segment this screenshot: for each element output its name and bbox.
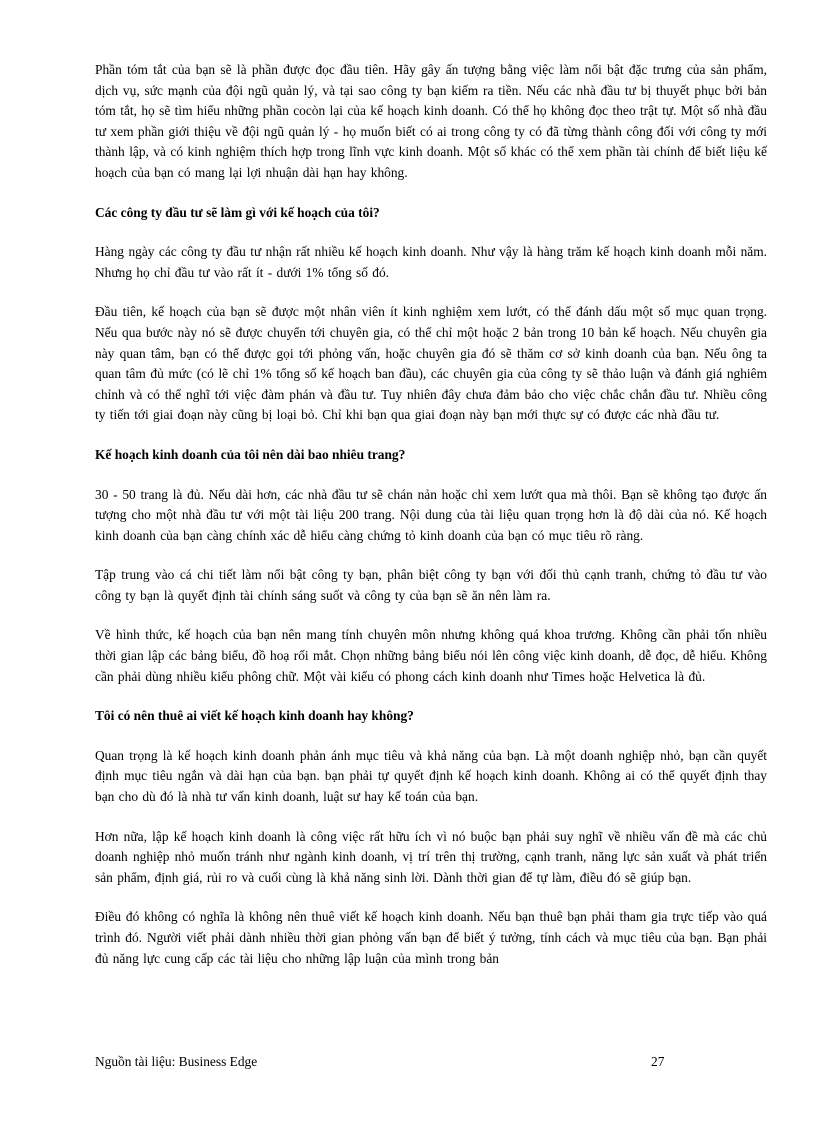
paragraph-page-count: 30 - 50 trang là đủ. Nếu dài hơn, các nhà đầu tư sẽ chán nản hoặc chỉ xem lướt qua mà thôi. Bạn sẽ không tạo được ấn tượng cho một nhà đầu tư với một tài liệu 200 trang. Nội dung của tài liệu quan trọng hơn là độ dài của nó. Kế hoạch kinh doanh của bạn càng chính xác dễ hiểu càng chứng tỏ kinh doanh của bạn có mục tiêu rõ ràng. xyxy=(95,486,767,543)
section-heading-hire-writer: Tôi có nên thuê ai viết kế hoạch kinh doanh hay không? xyxy=(95,708,414,724)
page-number: 27 xyxy=(651,1054,665,1069)
section-heading-investors: Các công ty đầu tư sẽ làm gì với kế hoạch của tôi? xyxy=(95,204,380,220)
paragraph-review-process: Đầu tiên, kế hoạch của bạn sẽ được một nhân viên ít kinh nghiệm xem lướt, có thể đánh dấu một số mục quan trọng. Nếu qua bước này nó sẽ được chuyển tới chuyên gia, có thể chỉ một hoặc 2 bản trong 10 bản kế hoạch. Nếu chuyên gia này quan tâm, bạn có thể được gọi tới phỏng vấn, hoặc chuyên gia đó sẽ thăm cơ sở kinh doanh của bạn. Nếu ông ta quan tâm đủ mức (có lẽ chỉ 1% tổng số kế hoạch ban đầu), các chuyên gia của công ty sẽ thảo luận và đánh giá nghiêm chỉnh và có thể nghĩ tới việc đàm phán và đầu tư. Tuy nhiên đây chưa đảm bảo cho việc chắc chắn đầu tư. Nhiều công ty tiến tới giai đoạn này cũng bị loại bỏ. Chỉ khi bạn qua giai đoạn này bạn mới thực sự có được các nhà đầu tư. xyxy=(95,304,767,423)
footer-source: Nguồn tài liệu: Business Edge xyxy=(95,1054,258,1069)
paragraph-focus-details: Tập trung vào cá chi tiết làm nổi bật công ty bạn, phân biệt công ty bạn với đối thủ cạnh tranh, chứng tỏ đầu tư vào công ty bạn là quyết định tài chính sáng suốt và công ty của bạn sẽ ăn nên làm ra. xyxy=(95,567,767,603)
paragraph-daily-plans: Hàng ngày các công ty đầu tư nhận rất nhiều kế hoạch kinh doanh. Như vậy là hàng trăm kế hoạch kinh doanh mỗi năm. Nhưng họ chỉ đầu tư vào rất ít - dưới 1% tổng số đó. xyxy=(95,244,767,280)
paragraph-format: Về hình thức, kế hoạch của bạn nên mang tính chuyên môn nhưng không quá khoa trương. Không cần phải tốn nhiều thời gian lập các bảng biểu, đồ hoạ rối mắt. Chọn những bảng biểu nói lên công việc kinh doanh, dễ đọc, dễ hiểu. Không cần phải dùng nhiều kiểu phông chữ. Một vài kiểu có phong cách kinh doanh như Times hoặc Helvetica là đủ. xyxy=(95,627,767,684)
paragraph-summary: Phần tóm tắt của bạn sẽ là phần được đọc đầu tiên. Hãy gây ấn tượng bằng việc làm nổi bật đặc trưng của sản phẩm, dịch vụ, sức mạnh của đội ngũ quản lý, và tại sao công ty bạn kiếm ra tiền. Nếu các nhà đầu tư bị thuyết phục bởi bản tóm tắt, họ sẽ tìm hiểu những phần cocòn lại của kế hoạch kinh doanh. Có thể họ không đọc theo trật tự. Một số nhà đầu tư xem phần giới thiệu về đội ngũ quản lý - họ muốn biết có ai trong công ty có đã từng thành công đối với công ty mới thành lập, và có kinh nghiệm thích hợp trong lĩnh vực kinh doanh. Một số khác có thể xem phần tài chính để biết liệu kế hoạch của bạn có mang lại lợi nhuận dài hạn hay không. xyxy=(95,62,767,180)
paragraph-goals: Quan trọng là kế hoạch kinh doanh phản ánh mục tiêu và khả năng của bạn. Là một doanh nghiệp nhỏ, bạn cần quyết định mục tiêu ngắn và dài hạn của bạn. bạn phải tự quyết định kế hoạch kinh doanh. Không ai có thể quyết định thay bạn cho dù đó là nhà tư vấn kinh doanh, luật sư hay kế toán của bạn. xyxy=(95,747,767,805)
document-body xyxy=(95,60,767,988)
paragraph-benefits: Hơn nữa, lập kế hoạch kinh doanh là công việc rất hữu ích vì nó buộc bạn phải suy nghĩ về nhiều vấn đề mà các chủ doanh nghiệp nhỏ muốn tránh như ngành kinh doanh, vị trí trên thị trường, cạnh tranh, năng lực sản xuất và phát triển sản phẩm, định giá, rủi ro và cuối cùng là khả năng sinh lời. Dành thời gian để tự làm, điều đó sẽ giúp bạn. xyxy=(95,828,767,885)
paragraph-hiring: Điều đó không có nghĩa là không nên thuê viết kế hoạch kinh doanh. Nếu bạn thuê bạn phải tham gia trực tiếp vào quá trình đó. Người viết phải dành nhiều thời gian phỏng vấn bạn để biết ý tưởng, tính cách và mục tiêu của bạn. Bạn phải đủ năng lực cung cấp các tài liệu cho những lập luận của mình trong bản xyxy=(95,909,767,966)
section-heading-length: Kế hoạch kinh doanh của tôi nên dài bao nhiêu trang? xyxy=(95,446,406,462)
